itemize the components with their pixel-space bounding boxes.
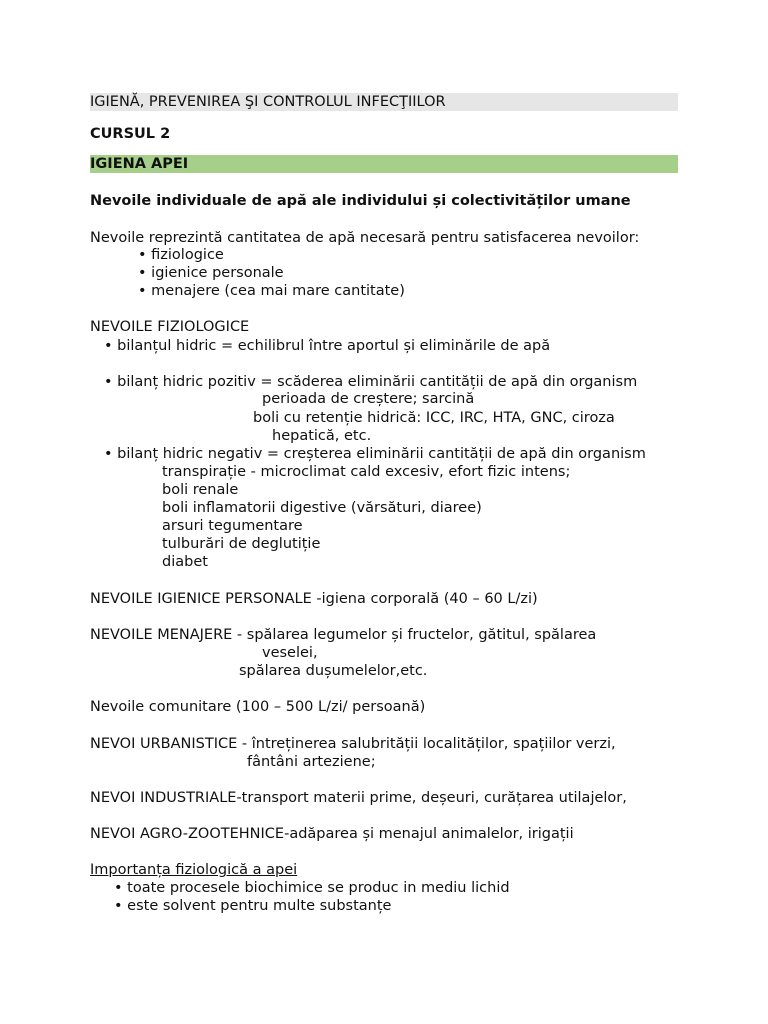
list-item: • toate procesele biochimice se produc in mediu lichid [114,880,510,896]
menajere-paragraph: NEVOILE MENAJERE - spălarea legumelor și fructelor, gătitul, spălarea [90,627,597,643]
intro-text: Nevoile reprezintă cantitatea de apă necesară pentru satisfacerea nevoilor: [90,230,640,246]
importanta-title: Importanța fiziologică a apei [90,862,298,878]
agro-paragraph: NEVOI AGRO-ZOOTEHNICE-adăparea și menajul animalelor, irigații [90,826,574,842]
course-title: IGIENĂ, PREVENIREA ŞI CONTROLUL INFECŢIILOR [90,94,446,110]
section-title: IGIENA APEI [90,156,189,172]
list-item: • bilanț hidric pozitiv = scăderea eliminării cantității de apă din organism [104,374,638,390]
list-item: • bilanțul hidric = echilibrul între aportul și eliminările de apă [104,338,551,354]
list-item-detail: transpirație - microclimat cald excesiv, efort fizic intens; [162,464,571,480]
list-item: • menajere (cea mai mare cantitate) [138,283,405,299]
list-item: • bilanț hidric negativ = creșterea eliminării cantității de apă din organism [104,446,646,462]
list-item: • este solvent pentru multe substanțe [114,898,392,914]
fiziologice-title: NEVOILE FIZIOLOGICE [90,319,250,335]
list-item-detail: boli cu retenție hidrică: ICC, IRC, HTA, GNC, ciroza [253,410,615,426]
list-item-detail: arsuri tegumentare [162,518,303,534]
list-item-detail: diabet [162,554,208,570]
igienice-paragraph: NEVOILE IGIENICE PERSONALE -igiena corporală (40 – 60 L/zi) [90,591,538,607]
menajere-continuation: veselei, [262,645,318,661]
list-item: • fiziologice [138,247,224,263]
menajere-continuation: spălarea dușumelelor,etc. [239,663,428,679]
list-item-detail: boli renale [162,482,239,498]
urbanistice-continuation: fântâni arteziene; [247,754,376,770]
comunitare-paragraph: Nevoile comunitare (100 – 500 L/zi/ persoană) [90,699,426,715]
list-item-detail: boli inflamatorii digestive (vărsături, diaree) [162,500,482,516]
urbanistice-paragraph: NEVOI URBANISTICE - întreținerea salubrității localităților, spațiilor verzi, [90,736,616,752]
list-item-detail: hepatică, etc. [272,428,372,444]
list-item: • igienice personale [138,265,284,281]
section-heading: Nevoile individuale de apă ale individului și colectivităților umane [90,193,631,209]
industriale-paragraph: NEVOI INDUSTRIALE-transport materii prime, deșeuri, curățarea utilajelor, [90,790,627,806]
course-number: CURSUL 2 [90,126,171,142]
list-item-detail: tulburări de deglutiție [162,536,321,552]
list-item-detail: perioada de creștere; sarcină [262,391,475,407]
